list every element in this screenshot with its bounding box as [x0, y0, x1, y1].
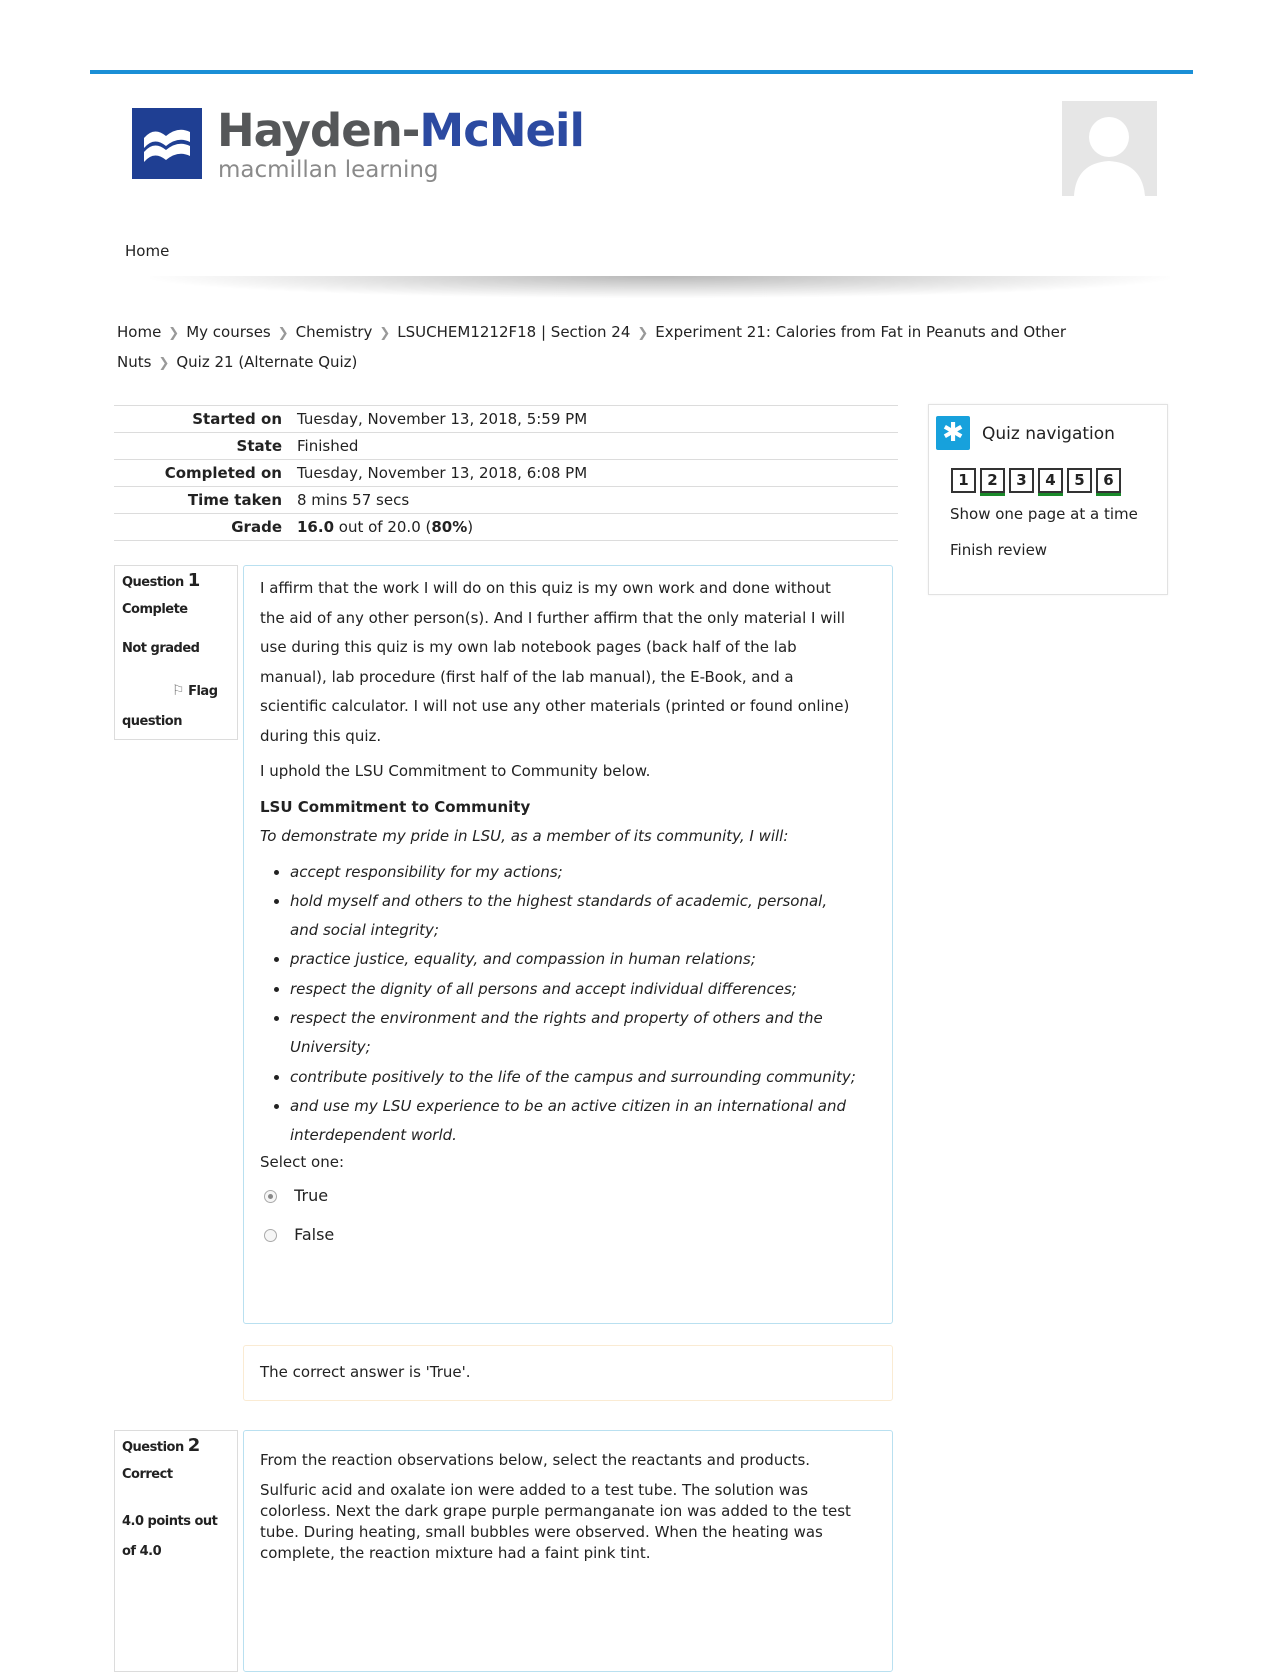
question-number: Question 2: [122, 1435, 200, 1456]
chevron-right-icon: ❯: [168, 326, 180, 341]
list-item: • respect the dignity of all persons and accept individual differences;: [290, 975, 860, 1004]
chevron-right-icon: ❯: [637, 326, 649, 341]
question-1-content: [243, 565, 893, 1324]
answer-option-true[interactable]: [264, 1186, 328, 1205]
brand-subtitle: macmillan learning: [218, 157, 439, 183]
site-logo[interactable]: [132, 104, 584, 186]
answered-indicator: [1038, 493, 1063, 496]
radio-false[interactable]: [264, 1229, 277, 1242]
affirmation-text: I affirm that the work I will do on this quiz is my own work and done without the aid of any other person(s). And I further affirm that the only material I will use during this quiz is my own lab notebook pages (back half of the lab manual), lab procedure (first half of the lab manual), the E-Book, and a scientific calculator. I will not use any other materials (printed or found online) during this quiz.: [260, 579, 850, 745]
summary-label: Time taken: [114, 487, 297, 514]
breadcrumb-course[interactable]: LSUCHEM1212F18 | Section 24: [397, 323, 631, 341]
question-text: [260, 574, 860, 1150]
question-button-2[interactable]: 2: [980, 468, 1005, 493]
user-silhouette-icon: [1062, 101, 1157, 196]
breadcrumb-experiment[interactable]: Experiment 21: Calories from Fat in Peanuts and Other Nuts: [117, 323, 1066, 371]
book-logo-icon: [132, 108, 202, 179]
question-number: Question 1: [122, 570, 200, 591]
list-item: • practice justice, equality, and compassion in human relations;: [290, 945, 860, 974]
summary-row: [114, 433, 898, 460]
question-button-6[interactable]: 6: [1096, 468, 1121, 493]
summary-value: Tuesday, November 13, 2018, 6:08 PM: [297, 460, 898, 487]
breadcrumb-my-courses[interactable]: My courses: [186, 323, 271, 341]
show-one-page-link[interactable]: Show one page at a time: [950, 505, 1138, 523]
asterisk-icon: ✱: [936, 416, 970, 450]
breadcrumb: [117, 318, 1127, 378]
quiz-navigation-block: [928, 404, 1168, 595]
summary-label: Grade: [114, 514, 297, 541]
quiz-attempt-summary: [114, 405, 898, 541]
question-button-5[interactable]: 5: [1067, 468, 1092, 493]
header-divider-shadow: [150, 276, 1170, 298]
question-prompt: From the reaction observations below, select the reactants and products.: [260, 1451, 811, 1469]
breadcrumb-home[interactable]: Home: [117, 323, 162, 341]
list-item: • contribute positively to the life of the campus and surrounding community;: [290, 1063, 860, 1092]
chevron-right-icon: ❯: [158, 356, 170, 371]
reaction-observations: Sulfuric acid and oxalate ion were added to a test tube. The solution was colorless. Next the dark grape purple permanganate ion was added to the test tube. During heating, small bubbles were observed. When the heating was complete, the reaction mixture had a faint pink tint.: [260, 1481, 851, 1562]
flag-question-link[interactable]: ⚐ Flag question: [122, 683, 218, 729]
question-1-feedback: [243, 1345, 893, 1401]
list-item: • and use my LSU experience to be an active citizen in an international and interdependent world.: [290, 1092, 860, 1151]
radio-true[interactable]: [264, 1190, 277, 1203]
question-2-content: [243, 1430, 893, 1672]
commitment-list: [260, 858, 860, 1151]
list-item: • hold myself and others to the highest standards of academic, personal, and social integrity;: [290, 887, 860, 946]
quiz-navigation-title: Quiz navigation: [982, 424, 1115, 444]
summary-row-grade: [114, 514, 898, 541]
top-accent-line: [90, 70, 1193, 74]
summary-label: Completed on: [114, 460, 297, 487]
breadcrumb-chemistry[interactable]: Chemistry: [295, 323, 373, 341]
commitment-title: LSU Commitment to Community: [260, 797, 531, 816]
summary-label: Started on: [114, 406, 297, 433]
summary-row: [114, 406, 898, 433]
question-button-1[interactable]: 1: [951, 468, 976, 493]
user-avatar[interactable]: [1062, 101, 1157, 196]
summary-value: Tuesday, November 13, 2018, 5:59 PM: [297, 406, 898, 433]
question-buttons: [951, 468, 1125, 493]
question-state: Correct: [122, 1467, 173, 1482]
chevron-right-icon: ❯: [379, 326, 391, 341]
question-button-3[interactable]: 3: [1009, 468, 1034, 493]
question-1-info: [114, 565, 238, 740]
grade-value: 16.0 out of 20.0 (80%): [297, 514, 898, 541]
correct-answer-text: The correct answer is 'True'.: [260, 1363, 471, 1381]
option-label: False: [294, 1225, 335, 1244]
chevron-right-icon: ❯: [277, 326, 289, 341]
brand-title: Hayden-McNeil: [217, 104, 584, 157]
nav-home-link[interactable]: Home: [125, 242, 170, 260]
list-item: • respect the environment and the rights and property of others and the University;: [290, 1004, 860, 1063]
question-2-info: [114, 1430, 238, 1672]
commitment-intro: To demonstrate my pride in LSU, as a member of its community, I will:: [260, 827, 789, 845]
finish-review-link[interactable]: Finish review: [950, 541, 1048, 559]
select-one-label: Select one:: [260, 1153, 345, 1171]
question-grade: Not graded: [122, 641, 200, 656]
breadcrumb-quiz[interactable]: Quiz 21 (Alternate Quiz): [176, 353, 358, 371]
summary-value: 8 mins 57 secs: [297, 487, 898, 514]
summary-value: Finished: [297, 433, 898, 460]
question-state: Complete: [122, 602, 188, 617]
answer-option-false[interactable]: [264, 1225, 334, 1244]
summary-label: State: [114, 433, 297, 460]
question-grade: 4.0 points out of 4.0: [122, 1514, 218, 1559]
answered-indicator: [980, 493, 1005, 496]
uphold-text: I uphold the LSU Commitment to Community below.: [260, 762, 651, 780]
option-label: True: [294, 1186, 329, 1205]
flag-icon: ⚐: [172, 683, 185, 699]
list-item: • accept responsibility for my actions;: [290, 858, 860, 887]
question-text: [260, 1450, 860, 1564]
summary-row: [114, 460, 898, 487]
answered-indicator: [1096, 493, 1121, 496]
question-button-4[interactable]: 4: [1038, 468, 1063, 493]
summary-row: [114, 487, 898, 514]
